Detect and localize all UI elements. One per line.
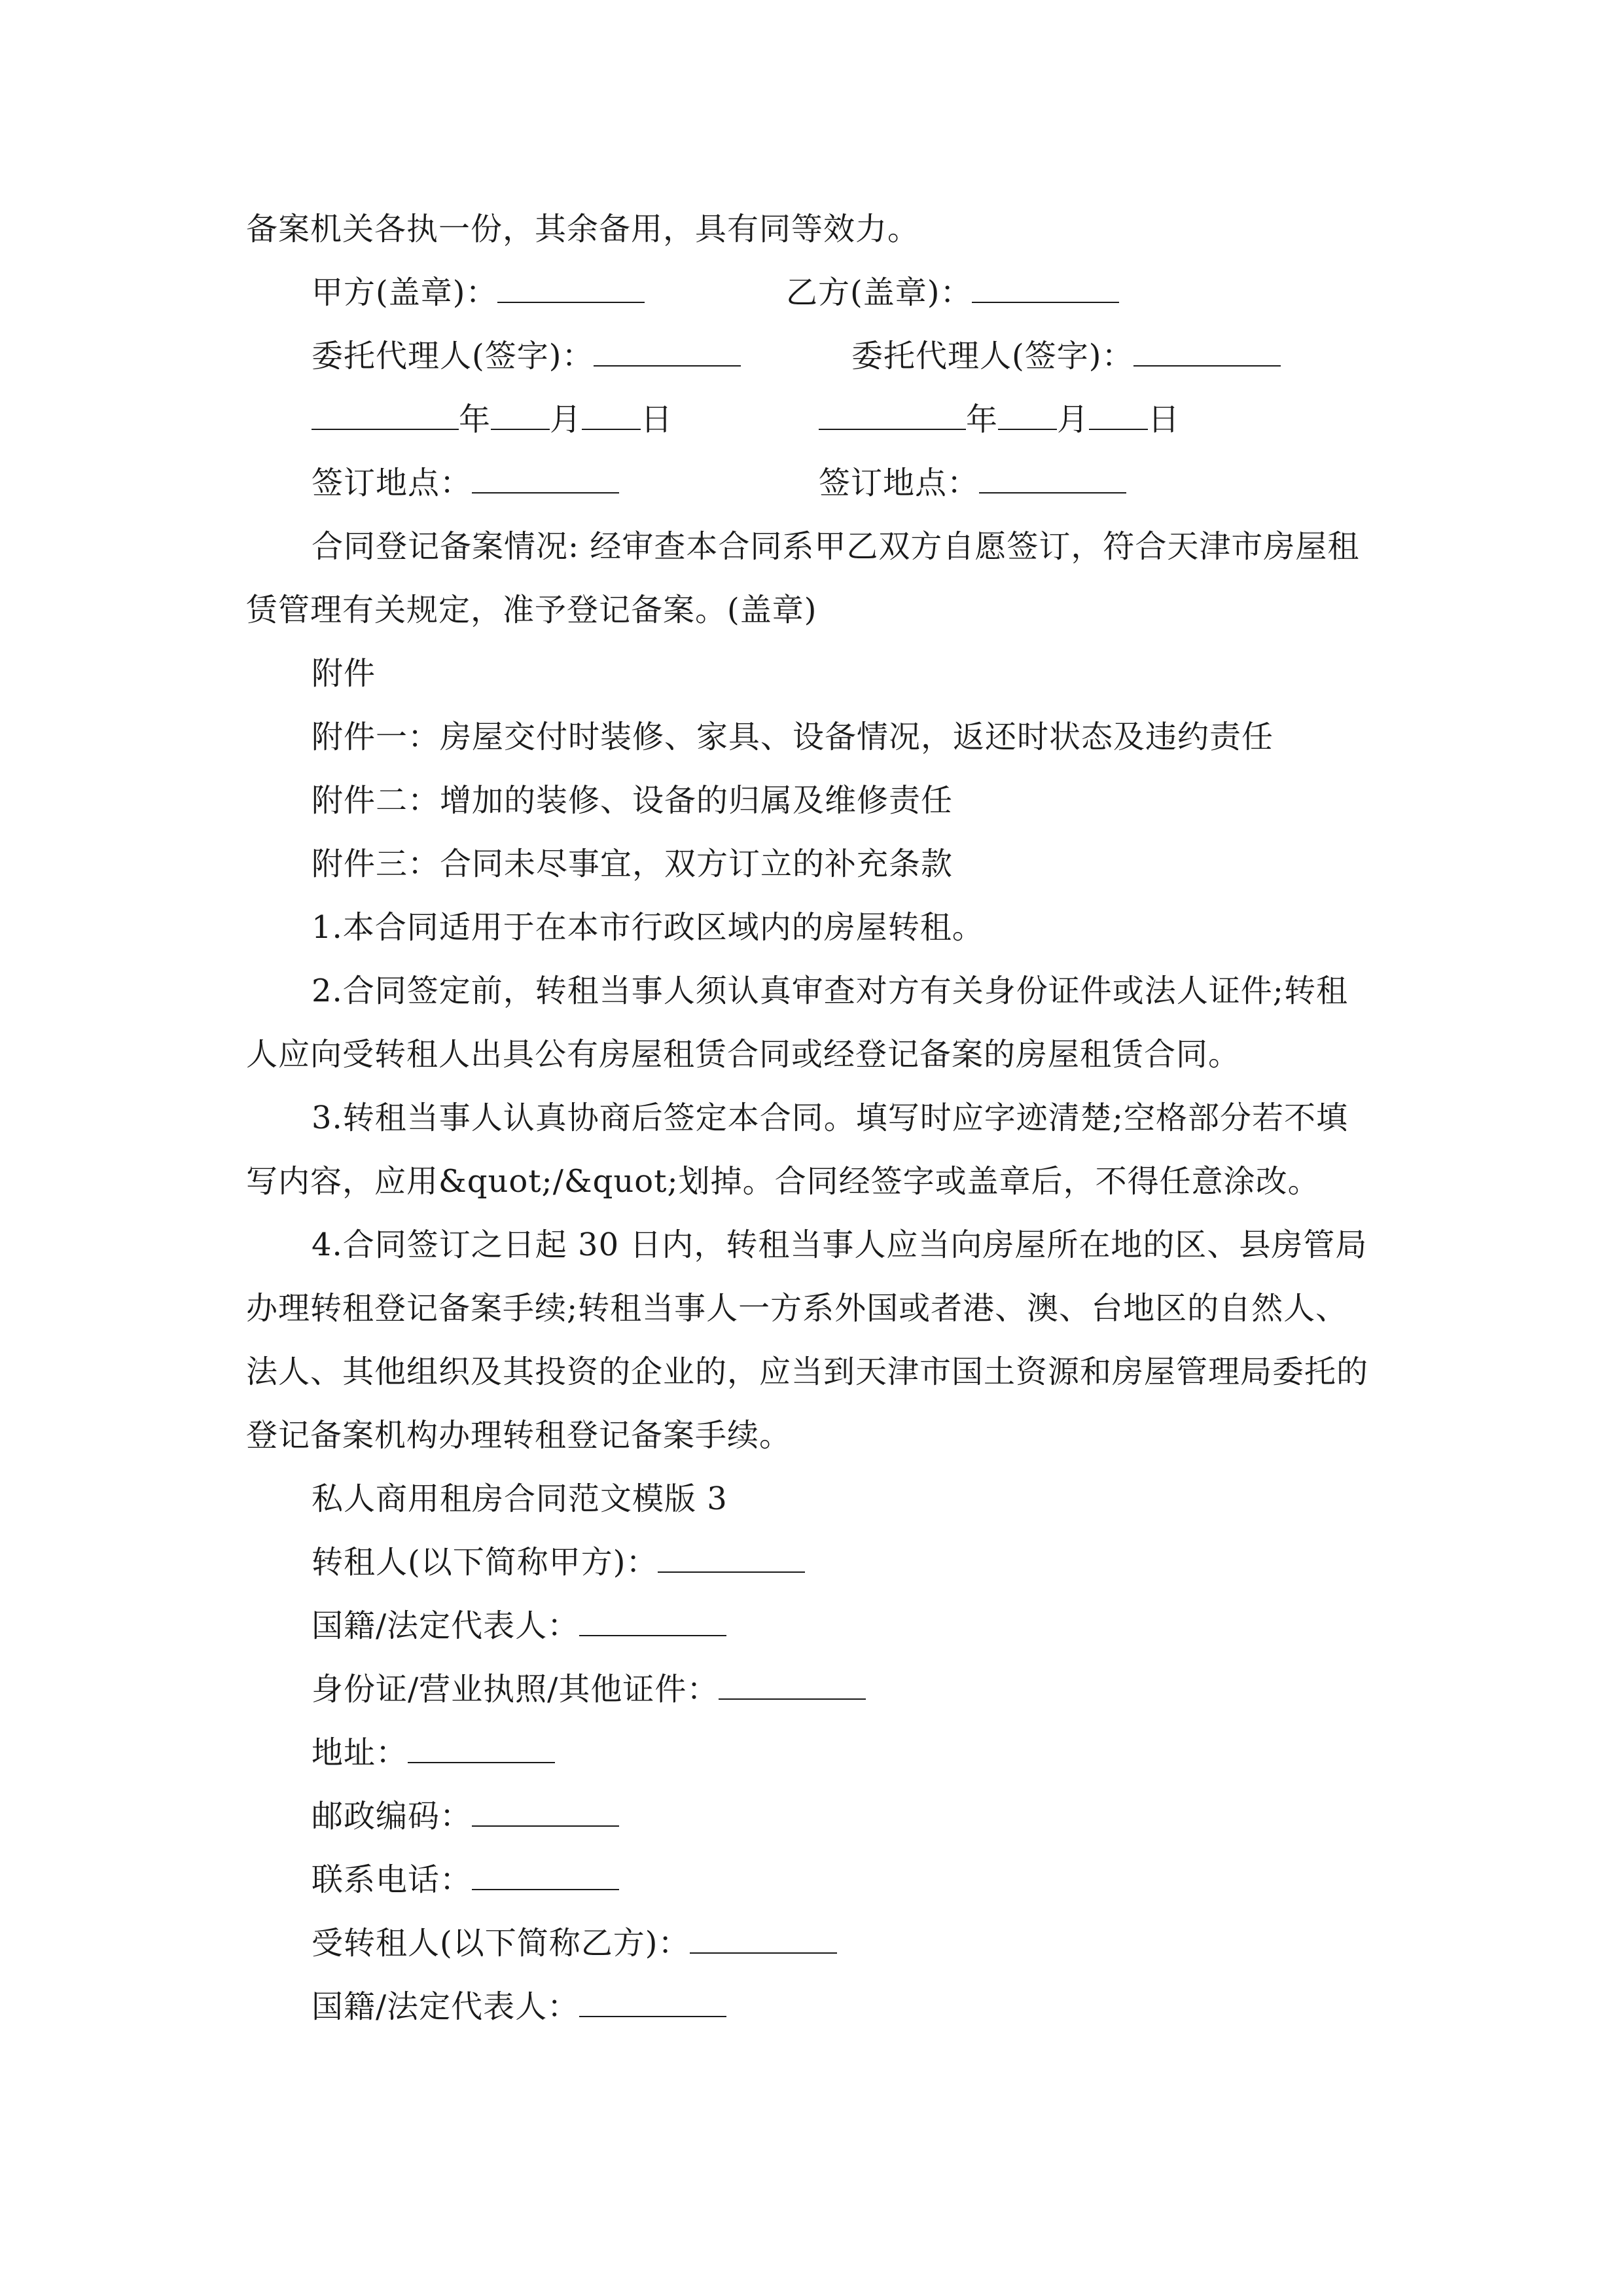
note-4-line-4: 登记备案机构办理转租登记备案手续。: [246, 1417, 792, 1454]
field-nationality-b: 国籍/法定代表人：: [246, 1975, 1378, 2039]
blank-line: [1089, 404, 1148, 430]
note-2-line-2: 人应向受转租人出具公有房屋租赁合同或经登记备案的房屋租赁合同。: [246, 1036, 1241, 1073]
note-4-line-3: 法人、其他组织及其投资的企业的，应当到天津市国土资源和房屋管理局委托的: [246, 1354, 1369, 1390]
blank-line: [491, 404, 550, 430]
place-row: [246, 452, 1378, 515]
template-title: 私人商用租房合同范文模版 3: [312, 1480, 728, 1517]
blank-line: [972, 277, 1119, 303]
field-address: 地址：: [246, 1721, 1378, 1785]
attachment-1: 附件一：房屋交付时装修、家具、设备情况，返还时状态及违约责任: [312, 719, 1274, 755]
field-sublessor: 转租人(以下简称甲方)：: [246, 1531, 1378, 1594]
party-b-place: 签订地点：: [819, 452, 1126, 515]
blank-line: [979, 467, 1126, 493]
seal-row: [246, 261, 1378, 325]
field-postcode: 邮政编码：: [246, 1785, 1378, 1848]
blank-line: [1133, 340, 1281, 367]
blank-line: [472, 1801, 619, 1827]
party-b-date: 年 月 日: [819, 388, 1180, 452]
party-a-place: 签订地点：: [312, 452, 819, 515]
note-4-line-2: 办理转租登记备案手续;转租当事人一方系外国或者港、澳、台地区的自然人、: [246, 1290, 1348, 1327]
field-phone: 联系电话：: [246, 1848, 1378, 1912]
blank-line: [690, 1928, 837, 1954]
blank-line: [497, 277, 645, 303]
party-b-agent: 委托代理人(签字)：: [851, 325, 1281, 388]
agent-row: [246, 325, 1378, 388]
blank-line: [312, 404, 459, 430]
record-line-2: 赁管理有关规定，准予登记备案。(盖章): [246, 592, 817, 628]
blank-line: [579, 1610, 726, 1636]
attachment-3: 附件三：合同未尽事宜，双方订立的补充条款: [312, 846, 954, 882]
paragraph-validity: 备案机关各执一份，其余备用，具有同等效力。: [246, 211, 920, 247]
note-4-line-1: 4.合同签订之日起 30 日内，转租当事人应当向房屋所在地的区、县房管局: [312, 1227, 1368, 1263]
blank-line: [594, 340, 741, 367]
blank-line: [719, 1674, 866, 1700]
party-b-seal: 乙方(盖章)：: [786, 261, 1119, 325]
blank-line: [408, 1737, 555, 1763]
attachment-2: 附件二：增加的装修、设备的归属及维修责任: [312, 782, 954, 819]
blank-line: [579, 1991, 726, 2017]
blank-line: [472, 467, 619, 493]
blank-line: [582, 404, 641, 430]
blank-line: [472, 1864, 619, 1890]
document-page: [246, 198, 1378, 2039]
field-nationality-a: 国籍/法定代表人：: [246, 1594, 1378, 1658]
record-line-1: 合同登记备案情况: 经审查本合同系甲乙双方自愿签订，符合天津市房屋租: [312, 528, 1360, 565]
blank-line: [998, 404, 1057, 430]
attachment-heading: 附件: [312, 655, 376, 692]
blank-line: [819, 404, 966, 430]
field-sublessee: 受转租人(以下简称乙方)：: [246, 1912, 1378, 1975]
party-a-date: 年 月 日: [312, 388, 819, 452]
date-row: [246, 388, 1378, 452]
field-id-docs: 身份证/营业执照/其他证件：: [246, 1658, 1378, 1721]
note-1: 1.本合同适用于在本市行政区域内的房屋转租。: [312, 909, 984, 946]
party-a-seal: 甲方(盖章)：: [312, 261, 786, 325]
party-a-agent: 委托代理人(签字)：: [312, 325, 851, 388]
blank-line: [658, 1547, 805, 1573]
note-3-line-1: 3.转租当事人认真协商后签定本合同。填写时应字迹清楚;空格部分若不填: [312, 1100, 1348, 1136]
note-2-line-1: 2.合同签定前，转租当事人须认真审查对方有关身份证件或法人证件;转租: [312, 973, 1348, 1009]
note-3-line-2: 写内容，应用&quot;/&quot;划掉。合同经签字或盖章后，不得任意涂改。: [246, 1163, 1320, 1200]
